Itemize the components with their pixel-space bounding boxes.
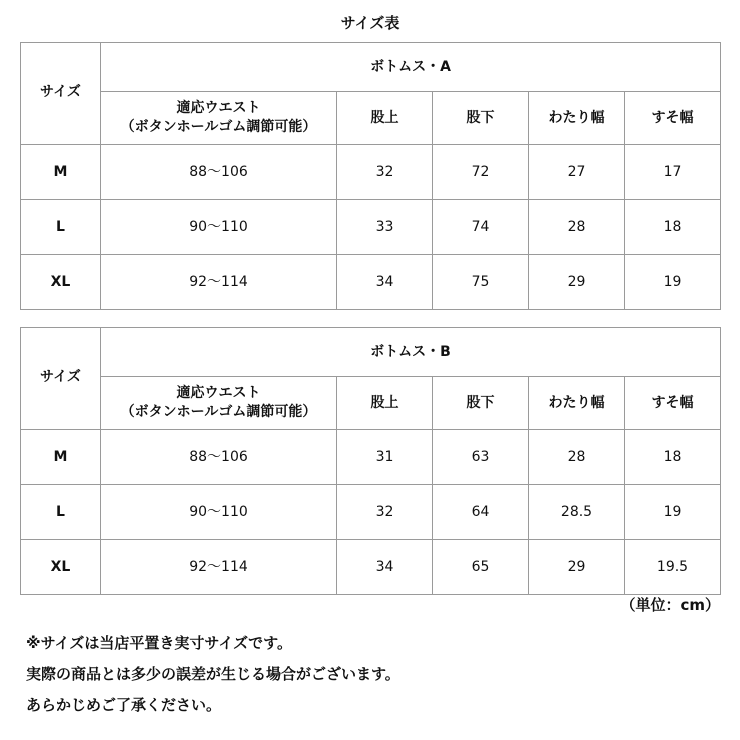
cell-rise: 34 <box>337 255 433 310</box>
column-header-rise: 股上 <box>337 92 433 145</box>
column-header-hem-width: すそ幅 <box>625 377 721 430</box>
unit-note: （単位：cm） <box>620 596 720 614</box>
note-line: 実際の商品とは多少の誤差が生じる場合がございます。 <box>26 665 400 683</box>
cell-hem-width: 19 <box>625 255 721 310</box>
column-header-waist-text: 適応ウエスト （ボタンホールゴム調節可能） <box>120 385 317 420</box>
column-header-waist <box>101 92 337 145</box>
cell-hem-width: 18 <box>625 200 721 255</box>
cell-thigh-width: 29 <box>529 255 625 310</box>
page-title: サイズ表 <box>340 14 400 32</box>
size-label: XL <box>21 540 101 595</box>
notes <box>26 628 400 721</box>
table-row <box>21 145 721 200</box>
column-header-waist <box>101 377 337 430</box>
size-label: M <box>21 145 101 200</box>
column-header-waist-text: 適応ウエスト （ボタンホールゴム調節可能） <box>120 100 317 135</box>
size-label: XL <box>21 255 101 310</box>
size-label: L <box>21 485 101 540</box>
cell-hem-width: 18 <box>625 430 721 485</box>
cell-thigh-width: 27 <box>529 145 625 200</box>
table-row <box>21 485 721 540</box>
cell-waist: 90～110 <box>101 485 337 540</box>
cell-rise: 31 <box>337 430 433 485</box>
cell-rise: 32 <box>337 145 433 200</box>
cell-inseam: 63 <box>433 430 529 485</box>
cell-waist: 88～106 <box>101 145 337 200</box>
column-header-hem-width: すそ幅 <box>625 92 721 145</box>
size-header: サイズ <box>21 328 101 430</box>
cell-hem-width: 17 <box>625 145 721 200</box>
cell-hem-width: 19.5 <box>625 540 721 595</box>
column-header-inseam: 股下 <box>433 377 529 430</box>
cell-thigh-width: 28 <box>529 200 625 255</box>
cell-waist: 92～114 <box>101 255 337 310</box>
size-table-bottoms-a <box>20 42 721 310</box>
cell-inseam: 74 <box>433 200 529 255</box>
note-line: あらかじめご了承ください。 <box>26 696 222 714</box>
table-row <box>21 540 721 595</box>
cell-waist: 92～114 <box>101 540 337 595</box>
note-line: ※サイズは当店平置き実寸サイズです。 <box>26 634 292 652</box>
cell-waist: 88～106 <box>101 430 337 485</box>
column-header-inseam: 股下 <box>433 92 529 145</box>
cell-waist: 90～110 <box>101 200 337 255</box>
cell-inseam: 72 <box>433 145 529 200</box>
table-group-name: ボトムス・A <box>101 43 721 92</box>
table-group-name: ボトムス・B <box>101 328 721 377</box>
cell-inseam: 75 <box>433 255 529 310</box>
column-header-thigh-width: わたり幅 <box>529 92 625 145</box>
table-row <box>21 255 721 310</box>
table-row <box>21 200 721 255</box>
size-label: L <box>21 200 101 255</box>
size-header: サイズ <box>21 43 101 145</box>
cell-inseam: 64 <box>433 485 529 540</box>
cell-inseam: 65 <box>433 540 529 595</box>
table-row <box>21 430 721 485</box>
size-label: M <box>21 430 101 485</box>
cell-hem-width: 19 <box>625 485 721 540</box>
cell-thigh-width: 28.5 <box>529 485 625 540</box>
cell-rise: 32 <box>337 485 433 540</box>
cell-rise: 34 <box>337 540 433 595</box>
cell-rise: 33 <box>337 200 433 255</box>
size-table-bottoms-b <box>20 327 721 595</box>
column-header-rise: 股上 <box>337 377 433 430</box>
cell-thigh-width: 28 <box>529 430 625 485</box>
cell-thigh-width: 29 <box>529 540 625 595</box>
column-header-thigh-width: わたり幅 <box>529 377 625 430</box>
